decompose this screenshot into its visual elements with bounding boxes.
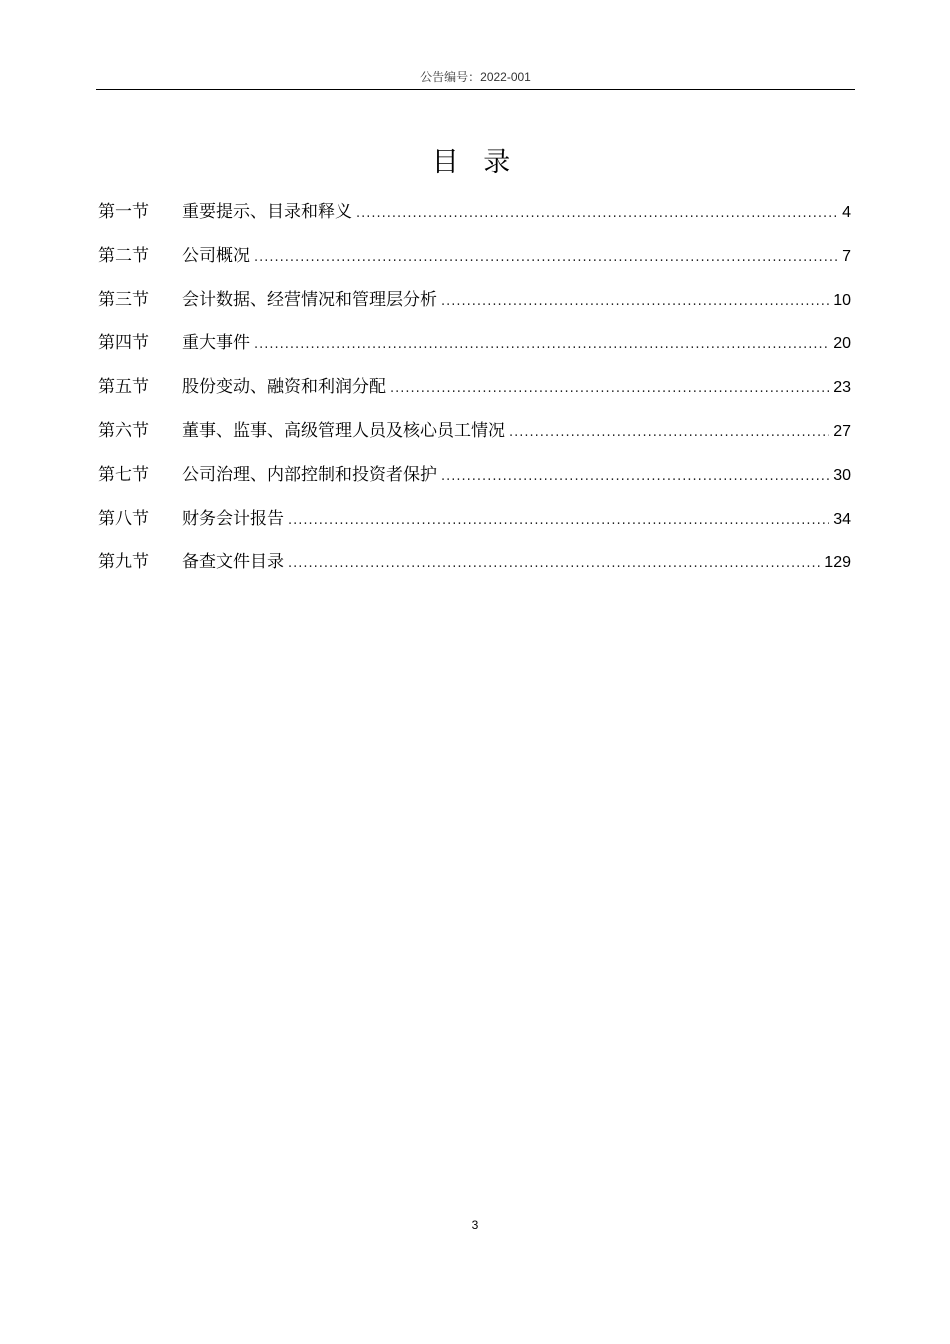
toc-section-title: 公司概况 [182,245,250,266]
toc-section-label: 第八节 [98,508,149,529]
toc-section-label: 第一节 [98,202,149,222]
announcement-number: 公告编号：2022-001 [420,70,531,84]
toc-page-number: 7 [842,247,851,265]
toc-page-number: 20 [833,335,851,353]
table-of-contents [98,196,851,590]
toc-entry-9[interactable] [98,546,851,590]
toc-entry-7[interactable] [98,459,851,503]
toc-page-number: 27 [833,422,851,440]
toc-section-title: 会计数据、经营情况和管理层分析 [182,289,437,310]
toc-section-label: 第二节 [98,245,149,266]
toc-entry-2[interactable] [98,240,851,284]
toc-dot-leader [441,286,829,318]
toc-dot-leader [441,461,829,493]
toc-entry-5[interactable] [98,371,851,415]
toc-dot-leader [254,329,829,361]
toc-section-title: 董事、监事、高级管理人员及核心员工情况 [182,420,505,441]
toc-section-label: 第九节 [98,552,149,573]
toc-entry-6[interactable] [98,415,851,459]
toc-entry-8[interactable] [98,503,851,547]
toc-dot-leader [390,373,829,405]
toc-section-title: 股份变动、融资和利润分配 [182,377,386,398]
toc-dot-leader [288,505,829,537]
page-footer-number: 3 [471,1218,479,1232]
toc-section-label: 第四节 [98,333,149,354]
toc-page-number: 10 [833,291,851,309]
toc-section-title: 重大事件 [182,333,250,354]
toc-section-label: 第五节 [98,377,149,398]
toc-entry-4[interactable] [98,327,851,371]
toc-page-number: 4 [842,204,851,221]
toc-section-title: 重要提示、目录和释义 [182,202,352,222]
toc-dot-leader [356,198,838,230]
toc-section-label: 第三节 [98,289,149,310]
toc-page-number: 23 [833,379,851,397]
toc-page-number: 34 [833,510,851,528]
toc-dot-leader [288,548,820,580]
toc-dot-leader [254,242,838,274]
toc-section-label: 第六节 [98,420,149,441]
toc-section-title: 公司治理、内部控制和投资者保护 [182,464,437,485]
toc-section-title: 备查文件目录 [182,552,284,573]
toc-dot-leader [509,417,829,449]
page-header [96,68,855,90]
toc-entry-1[interactable] [98,196,851,240]
page-title: 目 录 [431,147,519,178]
toc-page-number: 30 [833,466,851,484]
toc-entry-3[interactable] [98,284,851,328]
toc-section-title: 财务会计报告 [182,508,284,529]
toc-page-number: 129 [824,554,851,572]
toc-section-label: 第七节 [98,464,149,485]
